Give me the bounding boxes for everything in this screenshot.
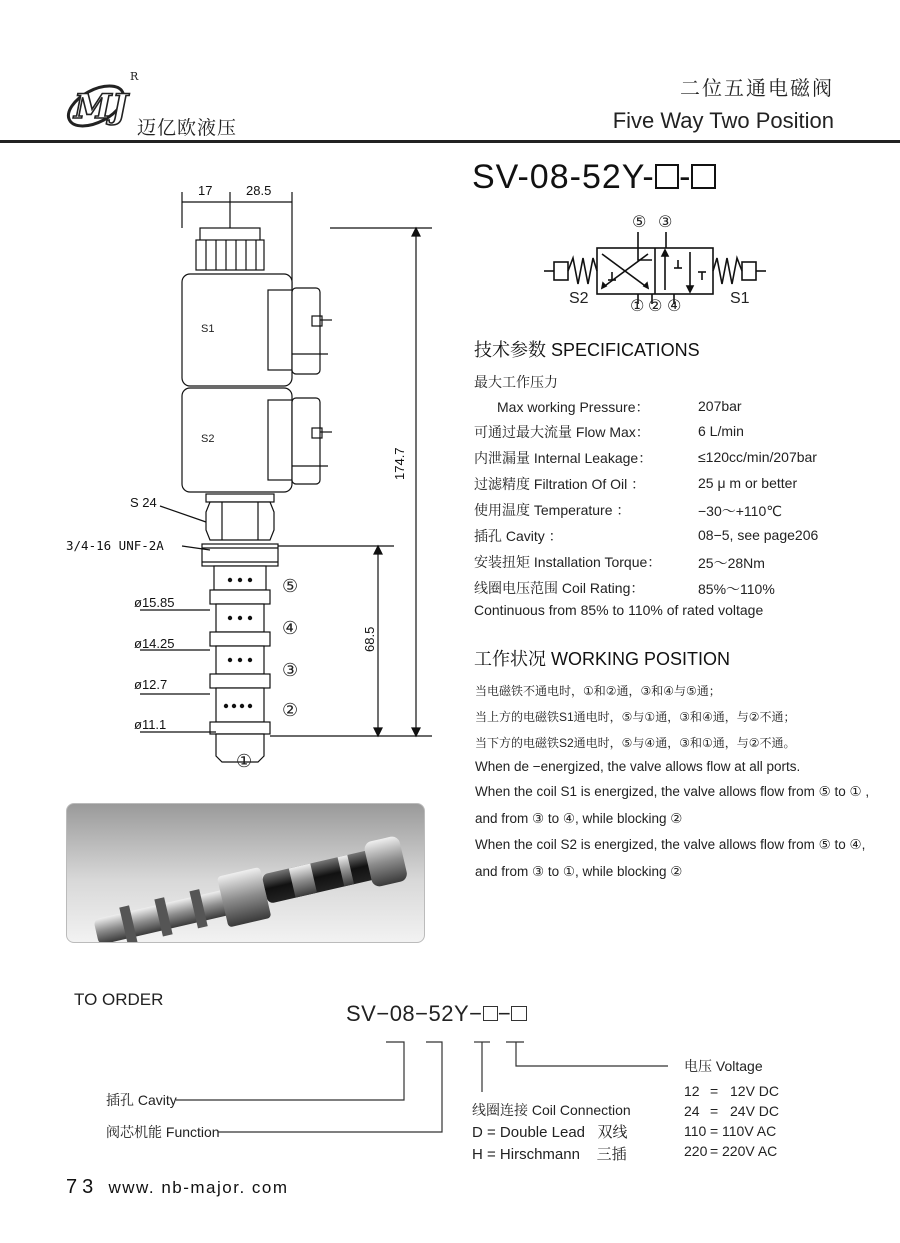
working-line-6: and from ③ to ④, while blocking ② <box>475 811 683 826</box>
dim-overall: 174.7 <box>392 447 407 480</box>
brand-logo <box>60 72 132 134</box>
working-line-2: 当上方的电磁铁S1通电时，⑤与①通，③和④通，与②不通； <box>475 710 796 724</box>
voltage-code-24: 24 <box>684 1103 700 1119</box>
valve-drawing <box>60 170 440 780</box>
order-voltage-heading: 电压 Voltage <box>684 1058 763 1074</box>
voltage-value-12: 12V DC <box>730 1083 780 1099</box>
page-number: 73 <box>66 1176 99 1198</box>
spec-label-pressure: Max working Pressure： <box>497 399 650 415</box>
diameter-label-2: ø14.25 <box>134 636 175 651</box>
voltage-eq-220: = <box>710 1143 719 1159</box>
spec-value-coil-rating: 85%～110% <box>698 581 775 597</box>
voltage-value-110: 110V AC <box>722 1123 777 1139</box>
voltage-value-220: 220V AC <box>722 1143 778 1159</box>
working-heading: 工作状况 WORKING POSITION <box>474 649 731 669</box>
spec-label-leakage: 内泄漏量 Internal Leakage： <box>474 450 653 466</box>
voltage-code-12: 12 <box>684 1083 700 1099</box>
working-line-7: When the coil S2 is energized, the valve allows flow from ⑤ to ④, <box>475 837 866 852</box>
order-cavity-label: 插孔 Cavity <box>106 1092 177 1108</box>
symbol-port-4: ④ <box>667 298 682 315</box>
hex-size-label: S 24 <box>130 495 157 510</box>
symbol-port-3: ③ <box>658 214 673 231</box>
dim-top-right: 28.5 <box>246 183 272 198</box>
model-title <box>472 158 716 197</box>
model-prefix: SV-08-52Y- <box>472 158 655 196</box>
order-coil-option-h: H = Hirschmann 三插 <box>472 1146 627 1163</box>
diameter-label-4: ø11.1 <box>134 717 167 732</box>
footer <box>66 1176 289 1199</box>
drawing-port-1: ① <box>236 751 253 771</box>
spec-value-temperature: −30～+110℃ <box>698 503 782 519</box>
working-line-3: 当下方的电磁铁S2通电时，⑤与④通，③和①通，与②不通。 <box>475 736 796 750</box>
spec-label-coil-rating: 线圈电压范围 Coil Rating： <box>474 580 645 596</box>
symbol-port-2: ② <box>648 298 663 315</box>
dim-lower: 68.5 <box>362 626 377 652</box>
brand-name: 迈亿欧液压 <box>137 118 238 139</box>
logo-icon <box>60 72 132 134</box>
symbol-port-5: ⑤ <box>632 214 647 231</box>
voltage-eq-12: = <box>710 1083 719 1099</box>
voltage-eq-110: = <box>710 1123 719 1139</box>
order-coil-heading: 线圈连接 Coil Connection <box>472 1102 631 1118</box>
spec-value-flow: 6 L/min <box>698 423 744 439</box>
voltage-value-24: 24V DC <box>730 1103 780 1119</box>
specifications-heading: 技术参数 SPECIFICATIONS <box>474 340 700 360</box>
header-divider <box>0 140 900 143</box>
drawing-port-3: ③ <box>282 660 299 680</box>
spec-value-filtration: 25 μ m or better <box>698 475 798 491</box>
spec-value-cavity: 08−5, see page206 <box>698 527 819 543</box>
working-line-4: When de −energized, the valve allows flow at all ports. <box>475 759 801 774</box>
thread-label: 3/4-16 UNF-2A <box>66 538 164 553</box>
spec-value-torque: 25～28Nm <box>698 555 765 571</box>
voltage-code-110: 110 <box>684 1123 707 1139</box>
working-line-5: When the coil S1 is energized, the valve allows flow from ⑤ to ① , <box>475 784 870 799</box>
order-box-2 <box>511 1006 526 1021</box>
drawing-port-5: ⑤ <box>282 576 299 596</box>
spec-value-pressure: 207bar <box>698 398 742 414</box>
dim-top-left: 17 <box>198 183 213 198</box>
order-box-1 <box>483 1006 498 1021</box>
voltage-eq-24: = <box>710 1103 719 1119</box>
valve-drawing-icon <box>60 170 440 780</box>
registered-mark: R <box>130 70 139 83</box>
working-line-8: and from ③ to ①, while blocking ② <box>475 864 683 879</box>
order-model-separator: − <box>497 1001 512 1026</box>
page-title-en: Five Way Two Position <box>612 108 834 133</box>
spec-label-cavity: 插孔 Cavity ： <box>474 528 563 544</box>
diameter-label-1: ø15.85 <box>134 595 175 610</box>
spec-label-torque: 安装扭矩 Installation Torque： <box>474 554 662 570</box>
website-link[interactable]: www. nb-major. com <box>108 1178 289 1197</box>
drawing-port-2: ② <box>282 700 299 720</box>
diameter-label-3: ø12.7 <box>134 677 168 692</box>
symbol-label-s2: S2 <box>569 290 589 307</box>
spec-label-filtration: 过滤精度 Filtration Of Oil ： <box>474 476 646 492</box>
order-model-prefix: SV−08−52Y− <box>346 1001 483 1026</box>
order-coil-option-d: D = Double Lead 双线 <box>472 1124 628 1141</box>
order-model <box>346 1001 527 1027</box>
coil-label-s1: S1 <box>201 323 215 335</box>
valve-photo-icon <box>67 804 424 942</box>
symbol-port-1: ① <box>630 298 645 315</box>
option-box-1 <box>655 164 679 188</box>
voltage-code-220: 220 <box>684 1143 708 1159</box>
order-heading: TO ORDER <box>74 990 164 1009</box>
logo-letters: MJ <box>74 87 128 127</box>
spec-label-flow: 可通过最大流量 Flow Max： <box>474 424 650 440</box>
spec-label-temperature: 使用温度 Temperature ： <box>474 502 631 518</box>
working-line-1: 当电磁铁不通电时，①和②通，③和④与⑤通； <box>475 684 721 698</box>
page-title-cn: 二位五通电磁阀 <box>680 78 834 100</box>
spec-intro-label: 最大工作压力 <box>474 374 558 390</box>
option-box-2 <box>691 164 715 188</box>
spec-note: Continuous from 85% to 110% of rated voltage <box>474 602 764 618</box>
model-separator: - <box>679 158 692 196</box>
coil-label-s2: S2 <box>201 433 215 445</box>
drawing-port-4: ④ <box>282 618 299 638</box>
symbol-label-s1: S1 <box>730 290 750 307</box>
order-function-label: 阀芯机能 Function <box>106 1124 220 1140</box>
spec-value-leakage: ≤120cc/min/207bar <box>698 449 817 465</box>
product-photo <box>66 803 425 943</box>
